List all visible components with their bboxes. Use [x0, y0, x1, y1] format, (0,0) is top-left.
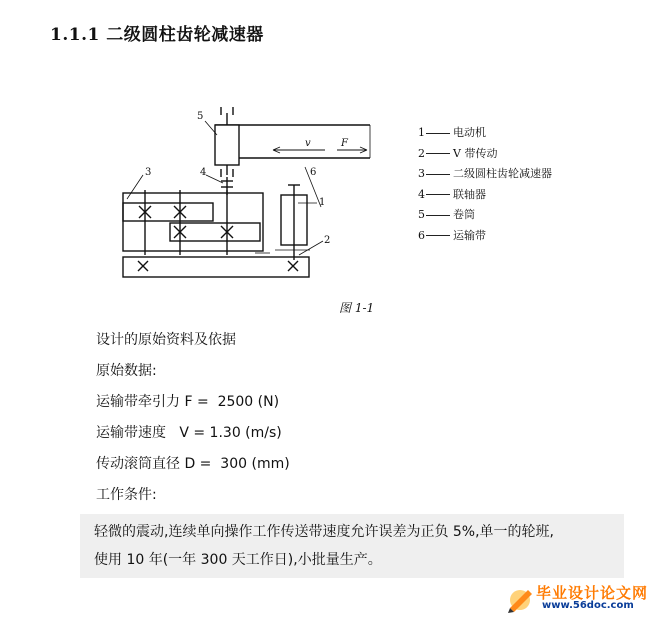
legend-item: 2 V 带传动 — [418, 146, 498, 160]
legend-item: 3 二级圆柱齿轮减速器 — [418, 167, 552, 180]
legend-item: 1 电动机 — [418, 126, 486, 139]
text-line: 原始数据: — [96, 363, 157, 379]
force-label: F — [341, 138, 348, 149]
diagram-label-5: 5 — [197, 111, 204, 122]
diagram-label-3: 3 — [145, 167, 152, 178]
conditions-line: 使用 10 年(一年 300 天工作日),小批量生产。 — [94, 552, 382, 568]
diagram-label-4: 4 — [200, 167, 207, 178]
gearbox-diagram — [105, 95, 375, 285]
watermark-url: www.56doc.com — [542, 600, 634, 611]
text-line: 运输带速度 V = 1.30 (m/s) — [96, 425, 282, 441]
velocity-label: v — [305, 138, 311, 149]
legend-item: 6 运输带 — [418, 228, 486, 242]
work-conditions — [80, 514, 624, 578]
conditions-line: 轻微的震动,连续单向操作工作传送带速度允许误差为正负 5%,单一的轮班, — [94, 524, 555, 540]
design-data — [96, 329, 290, 515]
legend-item: 4 联轴器 — [418, 187, 486, 201]
text-line: 设计的原始资料及依据 — [96, 332, 236, 348]
diagram-label-2: 2 — [324, 235, 331, 246]
pencil-logo-icon — [506, 584, 536, 614]
diagram-label-1: 1 — [319, 197, 326, 208]
site-watermark — [506, 582, 666, 614]
diagram-legend — [418, 123, 552, 246]
watermark-title: 毕业设计论文网 — [536, 584, 649, 602]
diagram-label-6: 6 — [310, 167, 317, 178]
text-line: 传动滚筒直径 D = 300 (mm) — [96, 456, 290, 472]
legend-item: 5 卷筒 — [418, 208, 475, 221]
section-heading: 1.1.1 二级圆柱齿轮减速器 — [50, 25, 264, 45]
figure-caption: 图 1-1 — [339, 301, 375, 315]
text-line: 运输带牵引力 F = 2500 (N) — [96, 394, 280, 410]
text-line: 工作条件: — [96, 487, 157, 503]
